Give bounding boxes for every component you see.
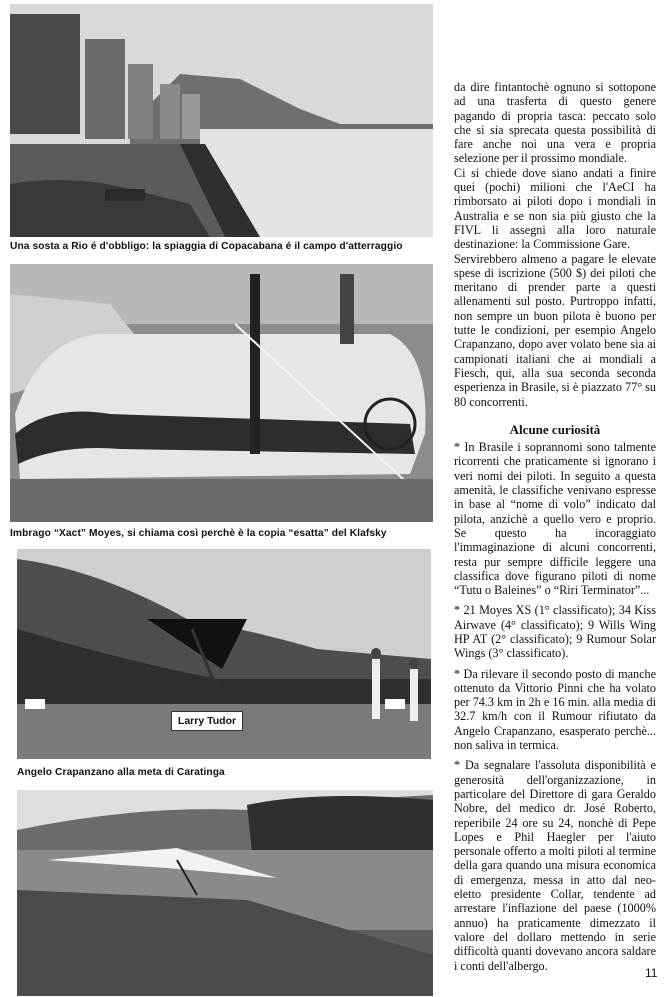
photo-harness — [10, 264, 433, 522]
photo-caption: Una sosta a Rio é d'obbligo: la spiaggia di Copacabana é il campo d'atterraggio — [10, 241, 403, 252]
paragraph: Servirebbero almeno a pagare le elevate spese di iscrizione (500 $) dei piloti che meritano di prender parte a questi allenamenti sul posto. Purtroppo infatti, non sempre un buon pilota è buono per tutte le condizioni, per esempio Angelo Crapanzano, dopo aver volato bene sia ai campionati italiani che ai mondiali a Fiesch, qui, alla sua seconda seconda esperienza in Brasile, si è piazzato 77° su 80 concorrenti. — [454, 251, 656, 409]
paragraph: * Da rilevare il secondo posto di manche ottenuto da Vittorio Pinni che ha volato per 74.3 km in 2h e 16 min. alla media di 32.7 km/h con il Rumour rifiutato da Angelo Crapanzano, esasperato perchè... non saliva in termica. — [454, 666, 656, 753]
paragraph: * 21 Moyes XS (1° classificato); 34 Kiss Airwave (4° classificato); 9 Wills Wing HP AT (2° classificato); 9 Rumour Solar Wings (3° classificato). — [454, 603, 656, 661]
page-number: 11 — [645, 966, 658, 980]
photo-copacabana-beach — [10, 4, 433, 237]
paragraph: * Da segnalare l'assoluta disponibilità e generosità dell'organizzazione, in particolare del Direttore di gara Geraldo Nobre, del medico dr. José Roberto, reperibile 24 ore su 24, nonchè di Pepe Lopes e Phil Haegler per l'aiuto personale offerto a molti piloti al termine della gara quando una misura economica di emergenza, messa in atto dal neo-eletto presidente Collar, tendente ad arrestare l'inflazione del paese (1000% annuo) ha praticamente dimezzato il valore del dollaro mettendo in serie difficoltà quanti dovevano ancora saldare i conti dell'albergo. — [454, 758, 656, 973]
section-heading: Alcune curiosità — [509, 421, 601, 437]
photo-landing-field — [17, 790, 433, 996]
paragraph: Ci si chiede dove siano andati a finire quei (pochi) milioni che l'AeCI ha rimborsato ai piloti dopo i mondiali in Australia e se non sia più giusto che la FIVL li assegni alla loro naturale destinazione: la Commissione Gare. — [454, 165, 656, 252]
photo-label-larry-tudor: Larry Tudor — [171, 711, 243, 731]
photo-caption: Angelo Crapanzano alla meta di Caratinga — [17, 767, 225, 778]
article-column — [454, 80, 656, 973]
paragraph: * In Brasile i soprannomi sono talmente ricorrenti che praticamente si ignorano i veri nomi dei piloti. In seguito a questa amenità, le classifiche venivano espresse in base al “nome di volo” indicato dal pilota, anzichè a quello vero e proprio. Se questo ha incoraggiato l'immaginazione di alcuni concorrenti, resta pur sempre difficile leggere una classifica dove figurano piloti di nome “Tutu o Baleines” o “Riri Terminator”... — [454, 440, 656, 598]
photo-caption: Imbrago “Xact” Moyes, si chiama così perchè è la copia “esatta” del Klafsky — [10, 528, 387, 539]
paragraph: da dire fintantochè ognuno si sottopone ad una trasferta di questo genere pagando di propria tasca: peccato solo che si sia sprecata questa possibilità di fare anche noi una vera e propria selezione per il prossimo mondiale. — [454, 80, 656, 166]
